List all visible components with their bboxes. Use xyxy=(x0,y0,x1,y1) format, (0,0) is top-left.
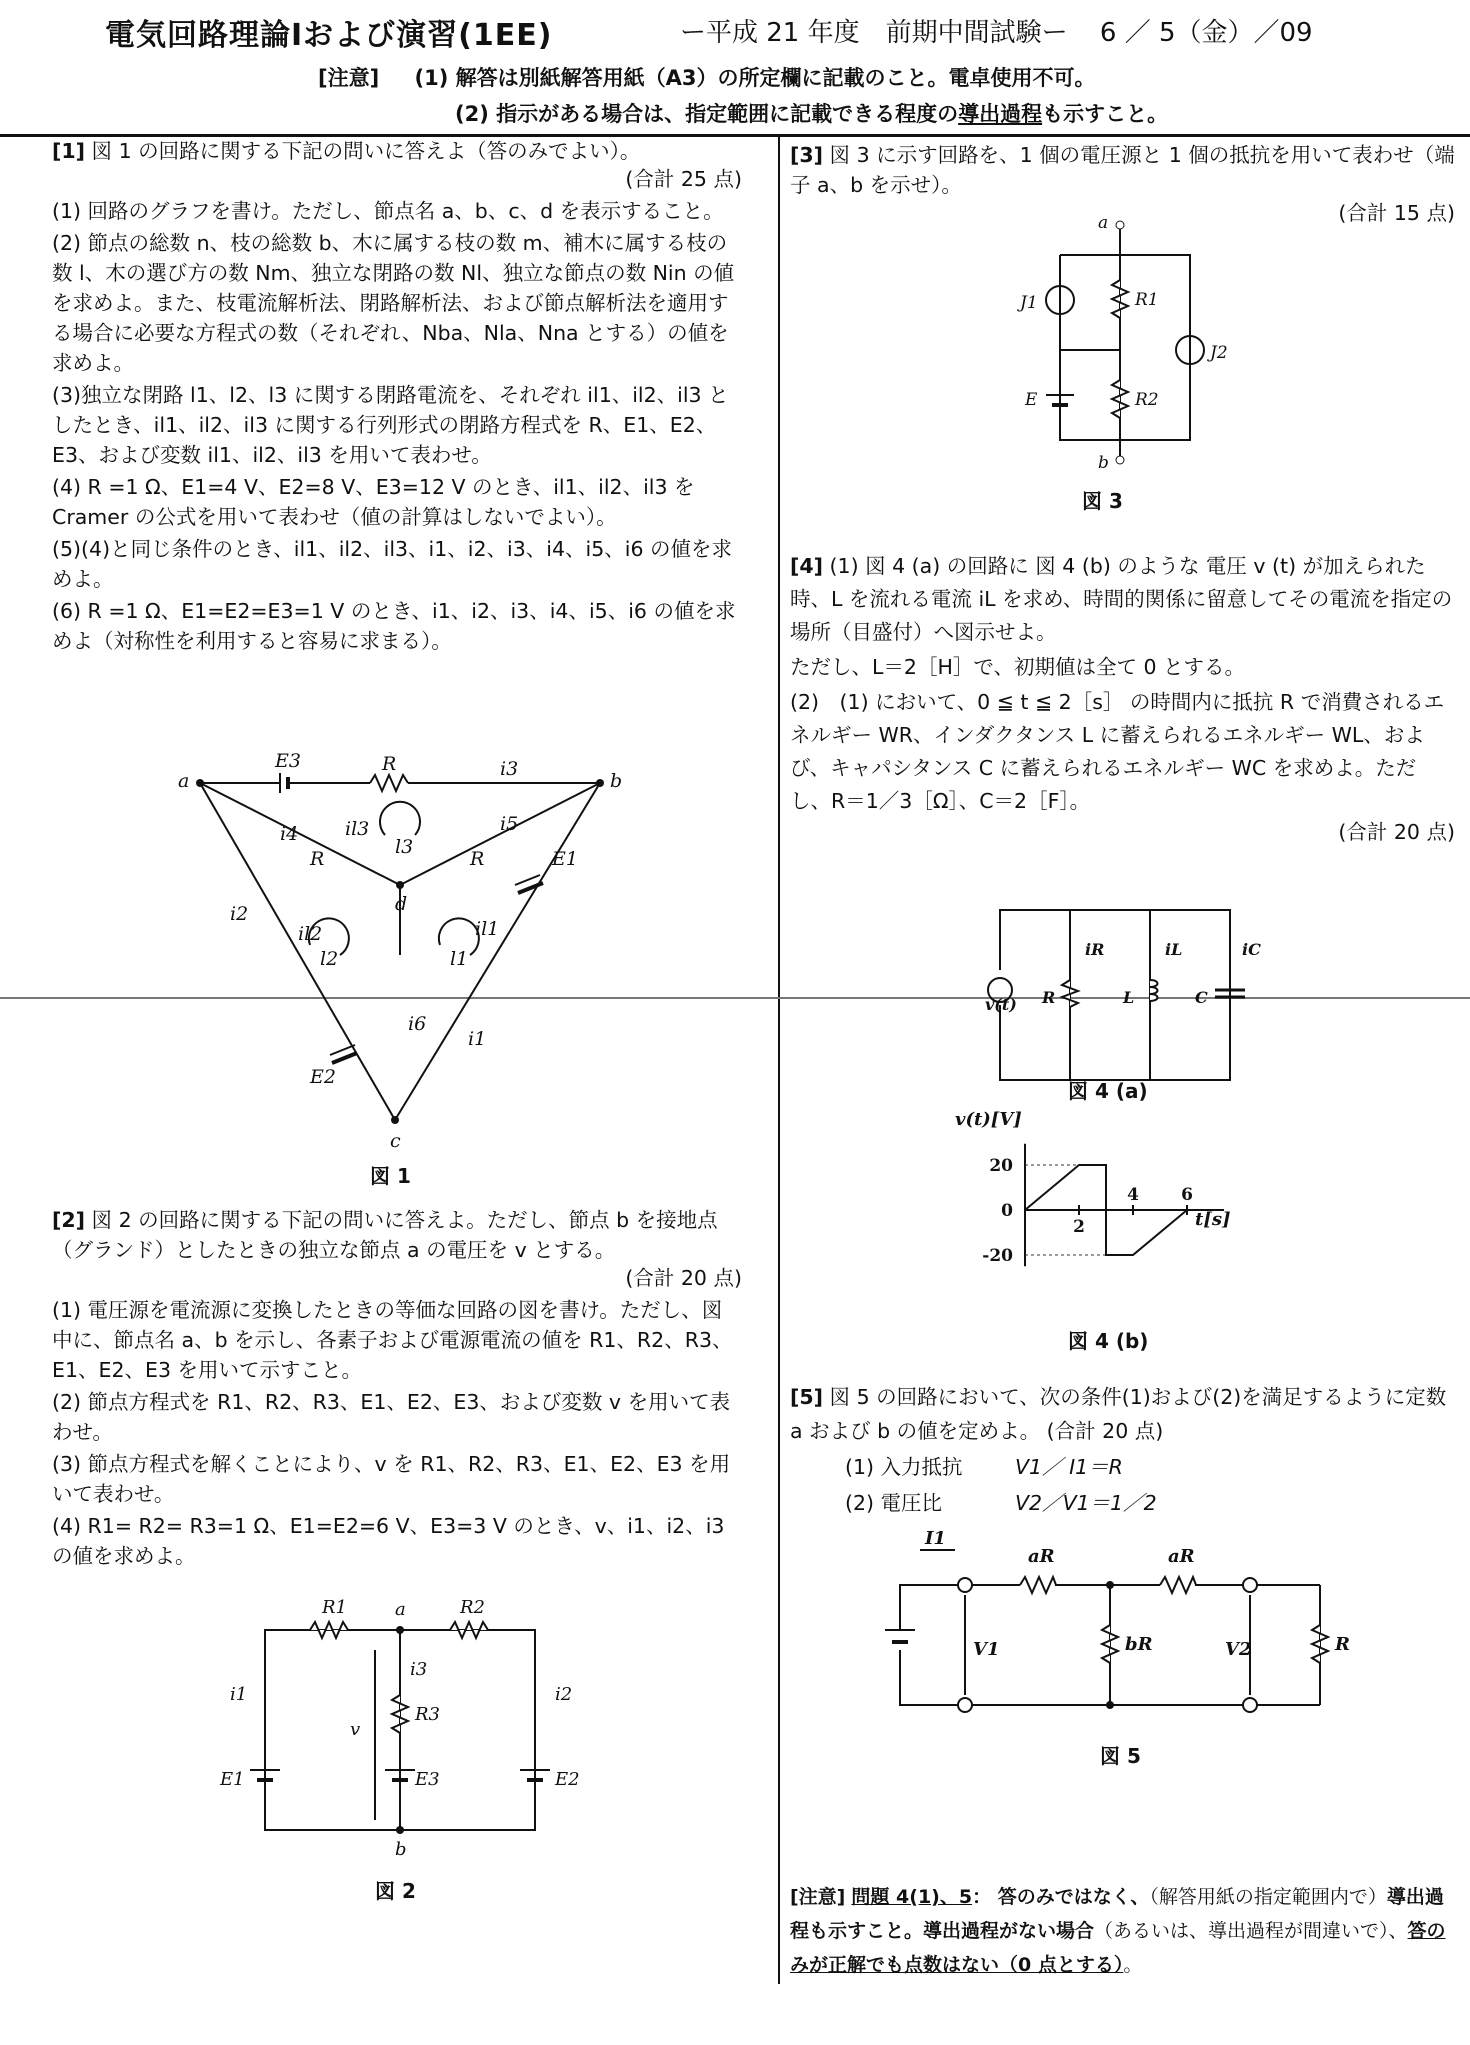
final-note-g: 。 xyxy=(1123,1954,1143,1976)
fig2-i1: i1 xyxy=(230,1684,248,1705)
fig1-i3: i3 xyxy=(500,758,519,780)
figure-1-circuit xyxy=(170,750,630,1152)
fig1-R-top: R xyxy=(382,753,397,775)
y-tick-label: 0 xyxy=(1001,1201,1013,1221)
question-2 xyxy=(52,1205,742,1573)
fig1-node-a: a xyxy=(178,770,190,792)
fig5-I1: I1 xyxy=(925,1528,946,1549)
fig2-R1: R1 xyxy=(322,1597,348,1618)
figure-4b-chart xyxy=(940,1105,1270,1305)
q5-head: [5] xyxy=(790,1385,824,1409)
figure-4a-circuit xyxy=(980,895,1261,1095)
fig1-caption: 図 1 xyxy=(370,1164,411,1188)
q5-cond-2-label: (2) 電圧比 xyxy=(845,1491,943,1515)
fig2-caption: 図 2 xyxy=(375,1879,416,1903)
fig1-node-b: b xyxy=(610,770,623,792)
figure-3-circuit xyxy=(1010,210,1270,480)
fig4a-vt: v(t) xyxy=(985,995,1017,1014)
exam-term: ー平成 21 年度 前期中間試験ー xyxy=(680,18,1068,48)
fig2-node-a: a xyxy=(395,1599,406,1620)
final-note xyxy=(790,1880,1455,1982)
fig3-term-a: a xyxy=(1098,213,1109,233)
fig5-bR: bR xyxy=(1125,1634,1153,1655)
fig1-i2: i2 xyxy=(230,903,249,925)
q5-cond-1-eq: V1／ I1＝R xyxy=(1015,1455,1123,1479)
fig5-caption: 図 5 xyxy=(1100,1744,1141,1768)
q5-intro: 図 5 の回路において、次の条件(1)および(2)を満足するように定数 a および b の値を定めよ。 xyxy=(790,1385,1447,1443)
note-label: [注意] xyxy=(318,66,380,90)
q2-intro: 図 2 の回路に関する下記の問いに答えよ。ただし、節点 b を接地点（グランド）としたときの独立な節点 a の電圧を v とする。 xyxy=(52,1208,718,1262)
q4-part-2: (2) (1) において、0 ≦ t ≦ 2［s］ の時間内に抵抗 R で消費されるエネルギー WR、インダクタンス L に蓄えられるエネルギー WL、および、キャパシタンス C に蓄えられるエネルギー WC を求めよ。ただし、R＝1／3［Ω］、C＝2［F］。 xyxy=(790,690,1445,813)
chart-ylabel: v(t)[V] xyxy=(955,1109,1022,1130)
q1-part-1: (1) 回路のグラフを書け。ただし、節点名 a、b、c、d を表示すること。 xyxy=(52,199,724,223)
q3-intro: 図 3 に示す回路を、1 個の電圧源と 1 個の抵抗を用いて表わせ（端子 a、b を示せ）。 xyxy=(790,143,1455,197)
fig1-R-bd: R xyxy=(470,848,485,870)
q1-head: [1] xyxy=(52,139,86,163)
fig5-aR-left: aR xyxy=(1028,1546,1055,1567)
fig1-i6: i6 xyxy=(408,1013,427,1035)
q2-part-1: (1) 電圧源を電流源に変換したときの等価な回路の図を書け。ただし、図中に、節点名 a、b を示し、各素子および電源電流の値を R1、R2、R3、E1、E2、E3 を用いて示すこと。 xyxy=(52,1298,733,1382)
fig2-node-b: b xyxy=(395,1839,407,1860)
final-note-c: （解答用紙の指定範囲内で） xyxy=(1149,1886,1387,1908)
fig3-R2: R2 xyxy=(1135,390,1159,410)
q5-points: (合計 20 点) xyxy=(1046,1419,1164,1443)
q3-head: [3] xyxy=(790,143,824,167)
q2-head: [2] xyxy=(52,1208,86,1232)
fig4a-R: R xyxy=(1042,988,1056,1007)
final-note-f: 答のみが正解でも点数はない（0 点とする） xyxy=(790,1920,1446,1976)
y-tick-label: -20 xyxy=(982,1246,1013,1266)
q4-part-1b: ただし、L＝2［H］で、初期値は全て 0 とする。 xyxy=(790,655,1246,679)
q4-points: (合計 20 点) xyxy=(1338,820,1455,844)
exam-date: 6 ／ 5（金）／09 xyxy=(1099,18,1313,48)
q4-part-1: (1) 図 4 (a) の回路に 図 4 (b) のような 電圧 v (t) が加えられた時、L を流れる電流 iL を求め、時間的関係に留意してその電流を指定の場所（目盛付）へ図示せよ。 xyxy=(790,554,1453,644)
fig5-R: R xyxy=(1335,1634,1350,1655)
fig1-il1: il1 xyxy=(475,918,500,940)
fig3-R1: R1 xyxy=(1135,290,1159,310)
fig5-aR-right: aR xyxy=(1168,1546,1195,1567)
fig1-E2: E2 xyxy=(310,1066,336,1088)
final-note-d: 導出過程も示すこと。導出過程がない場合 xyxy=(790,1886,1444,1942)
y-tick-label: 20 xyxy=(989,1156,1013,1176)
fig1-E3: E3 xyxy=(275,750,301,772)
fig2-E3: E3 xyxy=(415,1769,440,1790)
final-note-b: ： 答のみではなく、 xyxy=(972,1886,1150,1908)
fig1-i5: i5 xyxy=(500,813,519,835)
question-5 xyxy=(790,1380,1455,1522)
fig1-R-ad: R xyxy=(310,848,325,870)
q1-part-5: (5)(4)と同じ条件のとき、il1、il2、il3、i1、i2、i3、i4、i5、i6 の値を求めよ。 xyxy=(52,537,733,591)
x-tick-label: 6 xyxy=(1181,1185,1193,1205)
fig2-i2: i2 xyxy=(555,1684,573,1705)
fig4a-iL: iL xyxy=(1165,940,1183,959)
fig2-R3: R3 xyxy=(415,1704,441,1725)
fig2-v: v xyxy=(350,1719,361,1740)
q1-part-2: (2) 節点の総数 n、枝の総数 b、木に属する枝の数 m、補木に属する枝の数 l、木の選び方の数 Nm、独立な閉路の数 Nl、独立な節点の数 Nin の値を求めよ。また、枝電流解析法、閉路解析法、および節点解析法を適用する場合に必要な方程式の数（それぞれ、Nba、Nla、Nna とする）の値を求めよ。 xyxy=(52,231,735,375)
column-divider xyxy=(778,134,780,1984)
fig1-l1: l1 xyxy=(450,948,469,970)
note-2-text-b: 導出過程 xyxy=(958,102,1043,126)
q1-part-6: (6) R =1 Ω、E1=E2=E3=1 V のとき、i1、i2、i3、i4、i5、i6 の値を求めよ（対称性を利用すると容易に求まる）。 xyxy=(52,599,736,653)
fig4a-caption: 図 4 (a) xyxy=(1068,1079,1148,1103)
fig1-node-d: d xyxy=(395,893,408,915)
note-2-text-c: も示すこと。 xyxy=(1042,102,1169,126)
fig2-E1: E1 xyxy=(220,1769,245,1790)
q2-part-3: (3) 節点方程式を解くことにより、v を R1、R2、R3、E1、E2、E3 を用いて表わせ。 xyxy=(52,1452,731,1506)
fig3-term-b: b xyxy=(1098,453,1109,473)
fig1-i1: i1 xyxy=(468,1028,487,1050)
q5-cond-1-label: (1) 入力抵抗 xyxy=(845,1455,963,1479)
note-2-text-a: (2) 指示がある場合は、指定範囲に記載できる程度の xyxy=(455,102,959,126)
fig3-caption: 図 3 xyxy=(1082,489,1123,513)
fig4a-iR: iR xyxy=(1085,940,1105,959)
q2-points: (合計 20 点) xyxy=(625,1266,742,1290)
fig4a-iC: iC xyxy=(1242,940,1261,959)
fig1-E1: E1 xyxy=(552,848,578,870)
fig3-J2: J2 xyxy=(1210,343,1228,363)
question-4 xyxy=(790,550,1455,851)
fig1-l2: l2 xyxy=(320,948,339,970)
note-line-2 xyxy=(455,98,1168,128)
fig1-i4: i4 xyxy=(280,823,299,845)
fig4a-C: C xyxy=(1195,988,1208,1007)
figure-5-circuit xyxy=(880,1530,1360,1730)
fig1-il3: il3 xyxy=(345,818,370,840)
question-1 xyxy=(52,136,742,658)
exam-title: 電気回路理論Ⅰおよび演習(1EE) xyxy=(105,18,553,53)
q3-points: (合計 15 点) xyxy=(1338,201,1455,225)
q5-cond-2-eq: V2／V1＝1／2 xyxy=(1015,1491,1157,1515)
fig3-J1: J1 xyxy=(1020,293,1038,313)
final-note-e: （あるいは、導出過程が間違いで）、 xyxy=(1094,1920,1408,1942)
q2-part-2: (2) 節点方程式を R1、R2、R3、E1、E2、E3、および変数 v を用いて表わせ。 xyxy=(52,1390,731,1444)
fig2-i3: i3 xyxy=(410,1659,428,1680)
final-note-a: 問題 4(1)、5 xyxy=(851,1886,973,1908)
note-line-1 xyxy=(318,62,1096,92)
fig1-l3: l3 xyxy=(395,836,414,858)
fig1-il2: il2 xyxy=(298,923,323,945)
fig4b-caption: 図 4 (b) xyxy=(1068,1329,1149,1353)
fig2-R2: R2 xyxy=(460,1597,486,1618)
x-tick-label: 4 xyxy=(1127,1185,1139,1205)
fig1-node-c: c xyxy=(390,1130,401,1152)
q1-part-3: (3)独立な閉路 l1、l2、l3 に関する閉路電流を、それぞれ il1、il2、il3 としたとき、il1、il2、il3 に関する行列形式の閉路方程式を R、E1、E2、E3、および変数 il1、il2、il3 を用いて表わせ。 xyxy=(52,383,729,467)
exam-subtitle xyxy=(680,12,1337,49)
x-tick-label: 2 xyxy=(1073,1217,1085,1237)
q1-part-4: (4) R =1 Ω、E1=4 V、E2=8 V、E3=12 V のとき、il1、il2、il3 を Cramer の公式を用いて表わせ（値の計算はしないでよい）。 xyxy=(52,475,695,529)
note-1-text: (1) 解答は別紙解答用紙（A3）の所定欄に記載のこと。電卓使用不可。 xyxy=(414,66,1096,90)
q1-intro: 図 1 の回路に関する下記の問いに答えよ（答のみでよい）。 xyxy=(91,139,641,163)
fig5-V2: V2 xyxy=(1225,1639,1252,1660)
q2-part-4: (4) R1= R2= R3=1 Ω、E1=E2=6 V、E3=3 V のとき、v、i1、i2、i3 の値を求めよ。 xyxy=(52,1514,725,1568)
q1-points: (合計 25 点) xyxy=(625,167,742,191)
fig3-E: E xyxy=(1025,390,1038,410)
figure-2-circuit xyxy=(210,1585,580,1860)
final-note-label: [注意] xyxy=(790,1886,846,1908)
fig4a-L: L xyxy=(1123,988,1135,1007)
q4-head: [4] xyxy=(790,554,824,578)
chart-xlabel: t[s] xyxy=(1195,1209,1231,1230)
fig5-V1: V1 xyxy=(973,1639,1000,1660)
fig2-E2: E2 xyxy=(555,1769,580,1790)
